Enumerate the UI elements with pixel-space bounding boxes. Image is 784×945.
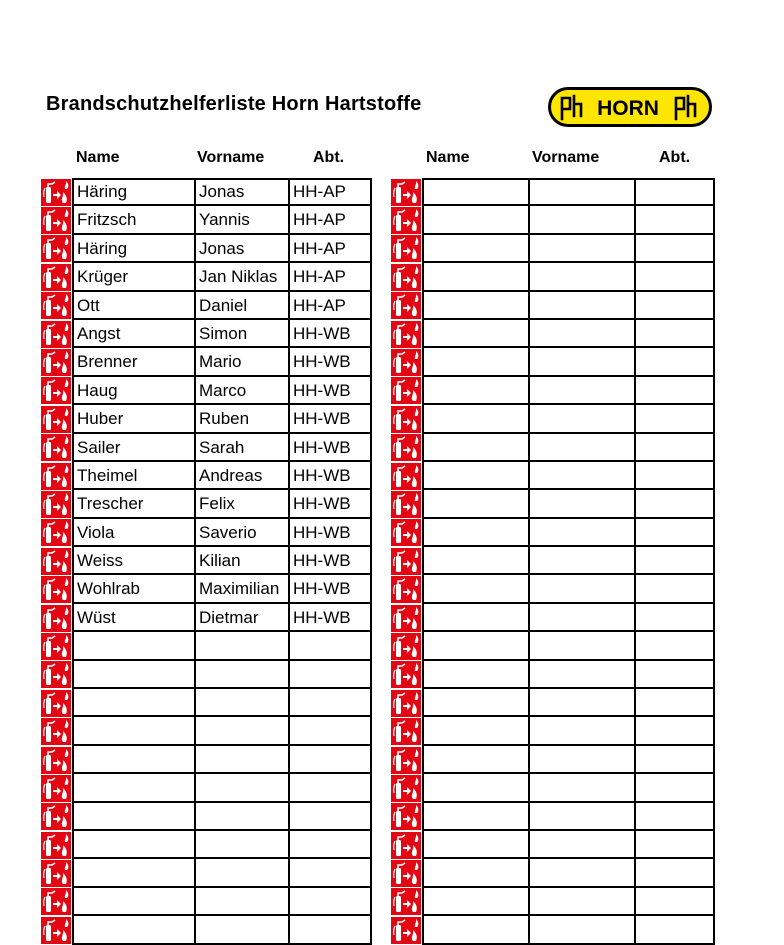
right-cell-vorname	[528, 661, 634, 689]
right-cell-vorname	[528, 235, 634, 263]
right-cell-name	[422, 405, 528, 433]
left-cell-abt: HH-WB	[288, 490, 372, 518]
right-cell-abt	[634, 206, 715, 234]
fire-extinguisher-icon	[40, 859, 72, 887]
left-table-row	[40, 519, 372, 547]
left-cell-vorname	[194, 803, 288, 831]
svg-text:HORN: HORN	[597, 97, 659, 120]
fire-extinguisher-icon	[40, 547, 72, 575]
left-table-row	[40, 206, 372, 234]
right-header-name: Name	[426, 149, 470, 166]
right-cell-abt	[634, 575, 715, 603]
right-cell-vorname	[528, 774, 634, 802]
left-table-row	[40, 888, 372, 916]
right-table-row	[390, 888, 715, 916]
right-cell-vorname	[528, 519, 634, 547]
fire-extinguisher-icon	[390, 717, 422, 745]
right-cell-abt	[634, 178, 715, 206]
left-cell-abt: HH-WB	[288, 575, 372, 603]
right-cell-abt	[634, 803, 715, 831]
left-cell-vorname	[194, 859, 288, 887]
left-table-row	[40, 831, 372, 859]
right-cell-vorname	[528, 490, 634, 518]
left-cell-vorname	[194, 888, 288, 916]
left-cell-name: Huber	[72, 405, 194, 433]
right-table-row	[390, 292, 715, 320]
left-cell-name: Wüst	[72, 604, 194, 632]
right-table-row	[390, 462, 715, 490]
fire-extinguisher-icon	[390, 575, 422, 603]
fire-extinguisher-icon	[40, 377, 72, 405]
left-cell-name: Krüger	[72, 263, 194, 291]
fire-extinguisher-icon	[40, 292, 72, 320]
right-table-row	[390, 831, 715, 859]
left-cell-name: Fritzsch	[72, 206, 194, 234]
right-cell-name	[422, 803, 528, 831]
left-cell-abt: HH-WB	[288, 604, 372, 632]
right-cell-vorname	[528, 377, 634, 405]
left-cell-abt	[288, 746, 372, 774]
right-table-row	[390, 575, 715, 603]
right-table-row	[390, 547, 715, 575]
left-table-row	[40, 292, 372, 320]
fire-extinguisher-icon	[40, 632, 72, 660]
right-cell-abt	[634, 490, 715, 518]
left-table-row	[40, 632, 372, 660]
left-cell-vorname	[194, 661, 288, 689]
right-cell-name	[422, 462, 528, 490]
right-cell-abt	[634, 774, 715, 802]
right-cell-vorname	[528, 831, 634, 859]
right-table-row	[390, 717, 715, 745]
right-cell-vorname	[528, 916, 634, 944]
horn-logo	[548, 87, 712, 127]
right-table	[390, 178, 715, 945]
fire-extinguisher-icon	[40, 320, 72, 348]
right-cell-vorname	[528, 405, 634, 433]
right-cell-abt	[634, 462, 715, 490]
left-cell-name	[72, 746, 194, 774]
right-table-row	[390, 916, 715, 944]
fire-extinguisher-icon	[40, 689, 72, 717]
left-cell-abt: HH-WB	[288, 377, 372, 405]
fire-extinguisher-icon	[40, 575, 72, 603]
right-cell-abt	[634, 916, 715, 944]
right-cell-vorname	[528, 206, 634, 234]
fire-extinguisher-icon	[390, 348, 422, 376]
left-table-row	[40, 803, 372, 831]
left-header-name: Name	[76, 149, 120, 166]
right-cell-name	[422, 632, 528, 660]
left-cell-name: Brenner	[72, 348, 194, 376]
right-cell-vorname	[528, 178, 634, 206]
fire-extinguisher-icon	[40, 888, 72, 916]
fire-extinguisher-icon	[40, 717, 72, 745]
left-cell-vorname	[194, 916, 288, 944]
fire-extinguisher-icon	[40, 434, 72, 462]
left-table-row	[40, 916, 372, 944]
left-table-row	[40, 575, 372, 603]
left-cell-vorname: Jonas	[194, 235, 288, 263]
right-cell-name	[422, 661, 528, 689]
left-table-row	[40, 405, 372, 433]
page-title: Brandschutzhelferliste Horn Hartstoffe	[46, 93, 422, 115]
right-cell-name	[422, 263, 528, 291]
left-cell-name: Sailer	[72, 434, 194, 462]
fire-extinguisher-icon	[40, 519, 72, 547]
right-cell-vorname	[528, 803, 634, 831]
right-table-row	[390, 348, 715, 376]
left-cell-name	[72, 916, 194, 944]
right-cell-abt	[634, 661, 715, 689]
right-cell-vorname	[528, 746, 634, 774]
fire-extinguisher-icon	[390, 746, 422, 774]
left-cell-name	[72, 859, 194, 887]
right-cell-abt	[634, 320, 715, 348]
right-cell-vorname	[528, 689, 634, 717]
right-table-row	[390, 604, 715, 632]
right-cell-name	[422, 859, 528, 887]
right-cell-name	[422, 604, 528, 632]
left-table-row	[40, 547, 372, 575]
left-cell-vorname	[194, 831, 288, 859]
left-cell-abt	[288, 831, 372, 859]
right-table-row	[390, 178, 715, 206]
right-cell-name	[422, 547, 528, 575]
left-cell-name	[72, 803, 194, 831]
right-cell-name	[422, 235, 528, 263]
fire-extinguisher-icon	[390, 235, 422, 263]
right-cell-name	[422, 689, 528, 717]
right-cell-vorname	[528, 292, 634, 320]
left-cell-vorname: Simon	[194, 320, 288, 348]
right-cell-name	[422, 490, 528, 518]
right-cell-vorname	[528, 604, 634, 632]
left-table-row	[40, 377, 372, 405]
fire-extinguisher-icon	[390, 547, 422, 575]
left-table-row	[40, 320, 372, 348]
left-cell-abt: HH-WB	[288, 405, 372, 433]
left-cell-name	[72, 774, 194, 802]
right-cell-vorname	[528, 859, 634, 887]
fire-extinguisher-icon	[40, 348, 72, 376]
left-cell-vorname: Andreas	[194, 462, 288, 490]
right-table-row	[390, 661, 715, 689]
right-cell-vorname	[528, 263, 634, 291]
right-cell-vorname	[528, 348, 634, 376]
fire-extinguisher-icon	[40, 405, 72, 433]
right-cell-name	[422, 320, 528, 348]
left-header-abt: Abt.	[313, 149, 345, 166]
fire-extinguisher-icon	[390, 888, 422, 916]
right-cell-name	[422, 292, 528, 320]
left-cell-name	[72, 661, 194, 689]
right-cell-abt	[634, 235, 715, 263]
right-cell-name	[422, 434, 528, 462]
right-cell-vorname	[528, 632, 634, 660]
fire-extinguisher-icon	[390, 689, 422, 717]
left-cell-vorname: Maximilian	[194, 575, 288, 603]
right-table-row	[390, 377, 715, 405]
left-cell-abt: HH-AP	[288, 263, 372, 291]
left-table-row	[40, 178, 372, 206]
left-cell-abt: HH-AP	[288, 235, 372, 263]
fire-extinguisher-icon	[390, 831, 422, 859]
fire-extinguisher-icon	[390, 377, 422, 405]
left-cell-name: Häring	[72, 235, 194, 263]
left-cell-vorname: Kilian	[194, 547, 288, 575]
left-cell-name: Ott	[72, 292, 194, 320]
fire-extinguisher-icon	[390, 604, 422, 632]
left-cell-vorname: Marco	[194, 377, 288, 405]
left-cell-name: Häring	[72, 178, 194, 206]
right-cell-abt	[634, 547, 715, 575]
left-table-row	[40, 434, 372, 462]
fire-extinguisher-icon	[390, 292, 422, 320]
right-table-row	[390, 405, 715, 433]
left-table-row	[40, 263, 372, 291]
right-cell-name	[422, 377, 528, 405]
left-cell-abt	[288, 916, 372, 944]
fire-extinguisher-icon	[40, 263, 72, 291]
fire-extinguisher-icon	[390, 178, 422, 206]
left-cell-abt	[288, 661, 372, 689]
right-cell-abt	[634, 377, 715, 405]
left-cell-abt	[288, 859, 372, 887]
left-cell-vorname: Saverio	[194, 519, 288, 547]
left-cell-vorname: Yannis	[194, 206, 288, 234]
right-cell-vorname	[528, 575, 634, 603]
left-cell-abt: HH-AP	[288, 292, 372, 320]
fire-extinguisher-icon	[40, 462, 72, 490]
left-table-row	[40, 490, 372, 518]
right-table-row	[390, 803, 715, 831]
left-cell-vorname	[194, 746, 288, 774]
fire-extinguisher-icon	[390, 661, 422, 689]
fire-extinguisher-icon	[40, 774, 72, 802]
right-table-row	[390, 263, 715, 291]
right-table-row	[390, 235, 715, 263]
right-cell-abt	[634, 519, 715, 547]
right-table-row	[390, 519, 715, 547]
right-cell-abt	[634, 859, 715, 887]
right-cell-abt	[634, 405, 715, 433]
fire-extinguisher-icon	[40, 235, 72, 263]
right-cell-name	[422, 831, 528, 859]
right-cell-abt	[634, 348, 715, 376]
right-header-abt: Abt.	[659, 149, 691, 166]
fire-extinguisher-icon	[390, 859, 422, 887]
right-cell-vorname	[528, 888, 634, 916]
right-cell-name	[422, 717, 528, 745]
right-header-vorname: Vorname	[532, 149, 600, 166]
fire-extinguisher-icon	[40, 206, 72, 234]
left-table-row	[40, 604, 372, 632]
right-cell-name	[422, 888, 528, 916]
left-cell-vorname	[194, 774, 288, 802]
fire-extinguisher-icon	[40, 604, 72, 632]
fire-extinguisher-icon	[390, 320, 422, 348]
fire-extinguisher-icon	[40, 803, 72, 831]
left-cell-abt	[288, 689, 372, 717]
left-cell-vorname: Jonas	[194, 178, 288, 206]
right-cell-name	[422, 746, 528, 774]
left-cell-abt: HH-AP	[288, 206, 372, 234]
right-cell-name	[422, 774, 528, 802]
right-table-row	[390, 774, 715, 802]
left-cell-name	[72, 632, 194, 660]
left-cell-name	[72, 888, 194, 916]
right-cell-name	[422, 178, 528, 206]
right-table-row	[390, 632, 715, 660]
fire-extinguisher-icon	[390, 774, 422, 802]
left-cell-name: Haug	[72, 377, 194, 405]
left-cell-name: Wohlrab	[72, 575, 194, 603]
right-cell-vorname	[528, 434, 634, 462]
left-cell-abt: HH-WB	[288, 320, 372, 348]
fire-extinguisher-icon	[390, 916, 422, 944]
left-cell-vorname: Ruben	[194, 405, 288, 433]
left-cell-vorname: Mario	[194, 348, 288, 376]
right-cell-abt	[634, 604, 715, 632]
left-table	[40, 178, 372, 945]
left-cell-vorname	[194, 717, 288, 745]
left-cell-abt: HH-WB	[288, 462, 372, 490]
fire-extinguisher-icon	[390, 632, 422, 660]
right-table-row	[390, 320, 715, 348]
right-cell-vorname	[528, 547, 634, 575]
left-cell-abt: HH-WB	[288, 519, 372, 547]
left-cell-abt	[288, 774, 372, 802]
right-table-row	[390, 206, 715, 234]
right-cell-vorname	[528, 320, 634, 348]
right-cell-abt	[634, 263, 715, 291]
right-cell-name	[422, 916, 528, 944]
left-cell-vorname: Daniel	[194, 292, 288, 320]
left-cell-vorname: Jan Niklas	[194, 263, 288, 291]
left-table-row	[40, 746, 372, 774]
left-cell-vorname	[194, 689, 288, 717]
right-table-row	[390, 689, 715, 717]
right-table-row	[390, 859, 715, 887]
right-cell-abt	[634, 632, 715, 660]
left-cell-name	[72, 717, 194, 745]
right-table-row	[390, 434, 715, 462]
left-cell-name: Viola	[72, 519, 194, 547]
fire-extinguisher-icon	[390, 206, 422, 234]
logo-graphic	[548, 87, 712, 127]
right-cell-abt	[634, 689, 715, 717]
fire-extinguisher-icon	[390, 405, 422, 433]
left-cell-name	[72, 831, 194, 859]
right-cell-vorname	[528, 462, 634, 490]
fire-extinguisher-icon	[390, 519, 422, 547]
fire-extinguisher-icon	[390, 263, 422, 291]
left-cell-abt	[288, 888, 372, 916]
fire-extinguisher-icon	[40, 490, 72, 518]
fire-extinguisher-icon	[390, 434, 422, 462]
left-cell-vorname: Sarah	[194, 434, 288, 462]
right-cell-abt	[634, 434, 715, 462]
fire-extinguisher-icon	[40, 178, 72, 206]
left-cell-vorname: Dietmar	[194, 604, 288, 632]
left-cell-abt	[288, 717, 372, 745]
left-cell-abt: HH-WB	[288, 547, 372, 575]
left-cell-name: Angst	[72, 320, 194, 348]
right-cell-vorname	[528, 717, 634, 745]
fire-extinguisher-icon	[40, 661, 72, 689]
fire-extinguisher-icon	[40, 916, 72, 944]
fire-extinguisher-icon	[40, 831, 72, 859]
left-table-row	[40, 774, 372, 802]
left-cell-name: Theimel	[72, 462, 194, 490]
fire-extinguisher-icon	[390, 803, 422, 831]
fire-extinguisher-icon	[40, 746, 72, 774]
left-table-row	[40, 717, 372, 745]
left-cell-abt: HH-AP	[288, 178, 372, 206]
right-cell-abt	[634, 746, 715, 774]
left-table-row	[40, 689, 372, 717]
left-cell-vorname	[194, 632, 288, 660]
left-cell-abt	[288, 632, 372, 660]
right-cell-abt	[634, 888, 715, 916]
left-cell-name: Trescher	[72, 490, 194, 518]
left-cell-vorname: Felix	[194, 490, 288, 518]
right-cell-abt	[634, 831, 715, 859]
right-cell-name	[422, 206, 528, 234]
left-cell-name: Weiss	[72, 547, 194, 575]
right-cell-abt	[634, 717, 715, 745]
fire-extinguisher-icon	[390, 462, 422, 490]
right-table-row	[390, 490, 715, 518]
right-table-row	[390, 746, 715, 774]
left-table-row	[40, 348, 372, 376]
left-cell-abt: HH-WB	[288, 434, 372, 462]
left-cell-name	[72, 689, 194, 717]
left-table-row	[40, 859, 372, 887]
right-cell-name	[422, 575, 528, 603]
left-header-vorname: Vorname	[197, 149, 265, 166]
left-table-row	[40, 462, 372, 490]
right-cell-name	[422, 519, 528, 547]
left-cell-abt	[288, 803, 372, 831]
left-table-row	[40, 661, 372, 689]
left-cell-abt: HH-WB	[288, 348, 372, 376]
right-cell-name	[422, 348, 528, 376]
right-cell-abt	[634, 292, 715, 320]
fire-extinguisher-icon	[390, 490, 422, 518]
left-table-row	[40, 235, 372, 263]
